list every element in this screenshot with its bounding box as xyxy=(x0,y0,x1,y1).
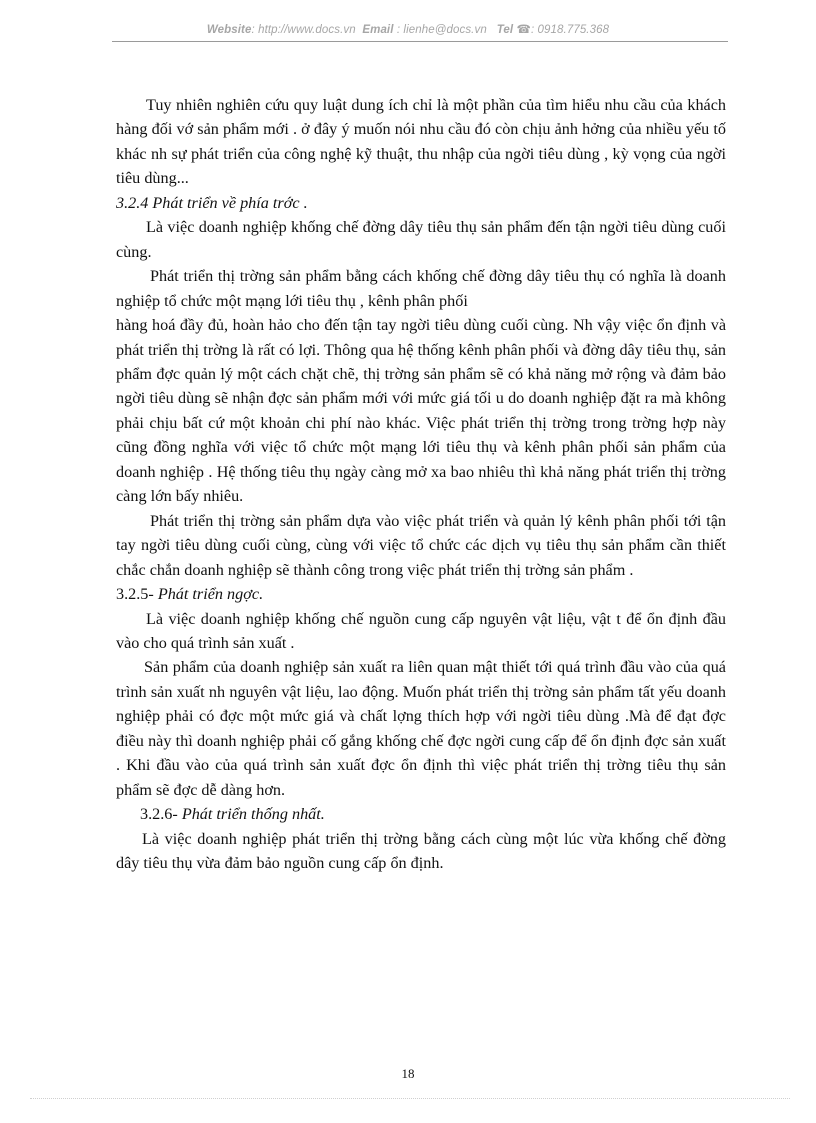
paragraph-4: Phát triển thị trờng sản phẩm dựa vào việc phát triển và quản lý kênh phân phối tới tận tay ngời tiêu dùng cuối cùng, cùng với việc tổ chức các dịch vụ tiêu thụ sản phẩm cần thiết chắc chắn doanh nghiệp sẽ thành công trong việc phát triển thị trờng sản phẩm . xyxy=(116,511,726,579)
paragraph-3-continued: hàng hoá đầy đủ, hoàn hảo cho đến tận tay ngời tiêu dùng cuối cùng. Nh vậy việc ổn định và phát triển thị trờng là rất có lợi. Thông qua hệ thống kênh phân phối và đờng dây tiêu thụ, sản phẩm đợc quản lý một cách chặt chẽ, thị trờng sản phẩm sẽ có khả năng mở rộng và đảm bảo ngời tiêu dùng sẽ nhận đợc sản phẩm mới với mức giá tối u do doanh nghiệp đặt ra mà không phải chịu bất cứ một khoản chi phí nào khác. Việc phát triển thị trờng trong trờng hợp này cũng đồng nghĩa với việc tổ chức một mạng lới tiêu thụ và kênh phân phối sản phẩm của doanh nghiệp . Hệ thống tiêu thụ ngày càng mở xa bao nhiêu thì khả năng phát triển thị trờng càng lớn bấy nhiêu. xyxy=(116,316,726,506)
phone-icon: ☎ xyxy=(516,24,531,36)
heading-3-2-5-number: 3.2.5- xyxy=(116,585,154,604)
tel-value: : 0918.775.368 xyxy=(530,24,610,36)
heading-3-2-5 xyxy=(116,582,726,606)
paragraph-7: Là việc doanh nghiệp phát triển thị trờng bằng cách cùng một lúc vừa khống chế đờng dây tiêu thụ vừa đảm bảo nguồn cung cấp ổn định. xyxy=(116,829,726,873)
heading-3-2-6-text: Phát triển thống nhất. xyxy=(181,805,325,824)
website-value: : http://www.docs.vn xyxy=(251,24,356,36)
email-value: : lienhe@docs.vn xyxy=(396,24,487,36)
paragraph-3: Phát triển thị trờng sản phẩm bằng cách khống chế đờng dây tiêu thụ có nghĩa là doanh nghiệp tổ chức một mạng lới tiêu thụ , kênh phân phối xyxy=(116,267,726,310)
paragraph-2: Là việc doanh nghiệp khống chế đờng dây tiêu thụ sản phẩm đến tận ngời tiêu dùng cuối cùng. xyxy=(116,218,726,261)
document-body xyxy=(116,93,726,876)
email-label: Email xyxy=(362,24,394,36)
heading-3-2-4: 3.2.4 Phát triển về phía trớc . xyxy=(116,193,308,212)
header-divider xyxy=(112,41,728,42)
tel-label: Tel xyxy=(496,24,514,36)
website-label: Website xyxy=(206,24,252,36)
page-number: 18 xyxy=(401,1066,415,1081)
heading-3-2-5-text: Phát triển ngợc. xyxy=(157,585,264,604)
heading-3-2-6-number: 3.2.6- xyxy=(140,805,178,824)
footer-divider xyxy=(30,1098,790,1099)
paragraph-5: Là việc doanh nghiệp khống chế nguồn cung cấp nguyên vật liệu, vật t để ổn định đầu vào cho quá trình sản xuất . xyxy=(116,609,726,652)
page-header xyxy=(0,22,816,36)
paragraph-6: Sản phẩm của doanh nghiệp sản xuất ra liên quan mật thiết tới quá trình đầu vào của quá trình sản xuất nh nguyên vật liệu, lao động. Muốn phát triển thị trờng sản phẩm tất yếu doanh nghiệp phải có đợc một mức giá và chất lợng thích hợp với ngời tiêu dùng .Mà để đạt đợc điều này thì doanh nghiệp phải cố gắng khống chế đợc ngời cung cấp để ổn định đợc sản xuất . Khi đầu vào của quá trình sản xuất đợc ổn định thì việc phát triển thị trờng tiêu thụ sản phẩm sẽ đợc dễ dàng hơn. xyxy=(116,658,726,799)
heading-3-2-6 xyxy=(116,802,726,826)
paragraph-1: Tuy nhiên nghiên cứu quy luật dung ích chỉ là một phần của tìm hiểu nhu cầu của khách hàng đối vớ sản phẩm mới . ở đây ý muốn nói nhu cầu đó còn chịu ảnh hởng của nhiều yếu tố khác nh sự phát triển của công nghệ kỹ thuật, thu nhập của ngời tiêu dùng , kỳ vọng của ngời tiêu dùng... xyxy=(116,96,726,188)
